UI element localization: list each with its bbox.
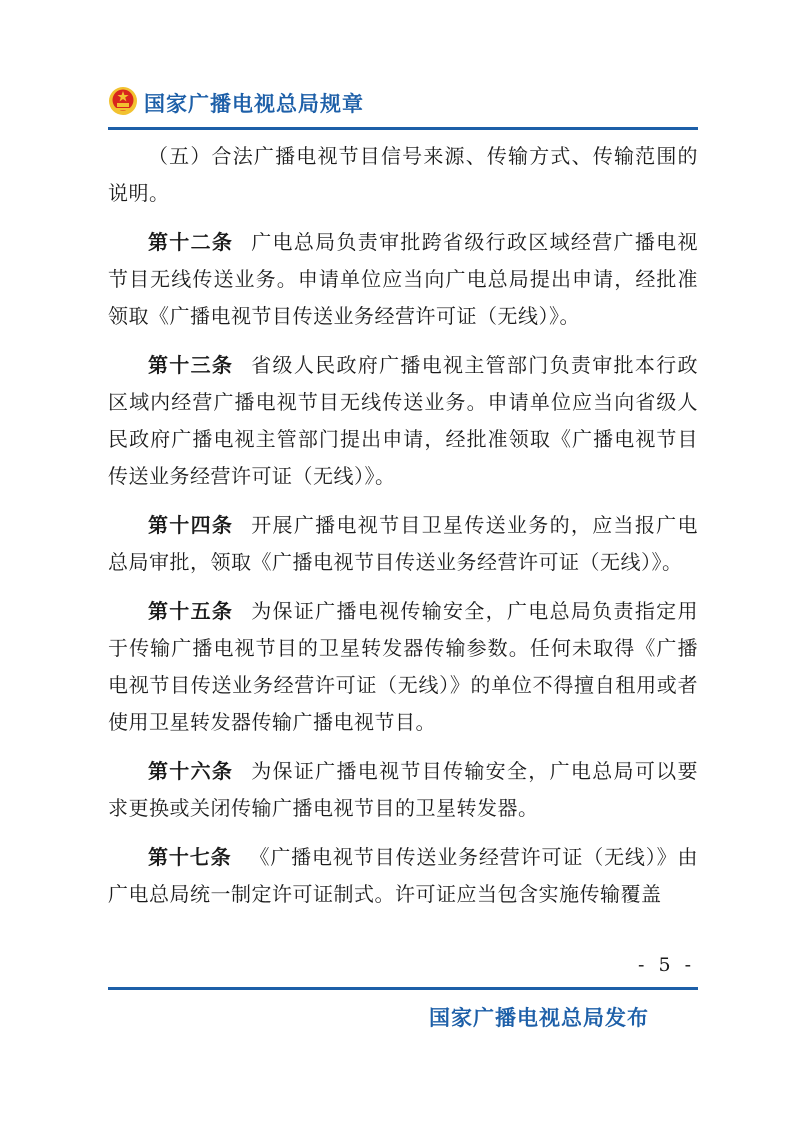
paragraph-text: 《广播电视节目传送业务经营许可证（无线）》由广电总局统一制定许可证制式。许可证应当包含实施传输覆盖: [108, 845, 699, 906]
article-number: 第十四条: [148, 513, 234, 537]
header-title: 国家广播电视总局规章: [144, 92, 364, 116]
paragraph-text: 开展广播电视节目卫星传送业务的，应当报广电总局审批，领取《广播电视节目传送业务经营许可证（无线）》。: [108, 513, 698, 574]
paragraph: [108, 138, 698, 212]
paragraph: [108, 593, 698, 741]
paragraph-text: （五）合法广播电视节目信号来源、传输方式、传输范围的说明。: [108, 144, 698, 205]
paragraph-text: 广电总局负责审批跨省级行政区域经营广播电视节目无线传送业务。申请单位应当向广电总局提出申请，经批准领取《广播电视节目传送业务经营许可证（无线）》。: [108, 230, 698, 328]
paragraph: [108, 753, 698, 827]
national-emblem-icon: [108, 86, 138, 116]
article-number: 第十三条: [148, 353, 234, 377]
paragraph: [108, 507, 698, 581]
paragraph: [108, 839, 698, 913]
article-number: 第十七条: [148, 845, 232, 869]
article-number: 第十二条: [148, 230, 234, 254]
paragraph: [108, 347, 698, 495]
footer-divider: [108, 987, 698, 990]
document-body: [108, 138, 698, 925]
article-number: 第十六条: [148, 759, 234, 783]
page-number: - 5 -: [637, 954, 695, 976]
page-header: [108, 84, 698, 124]
paragraph-text: 省级人民政府广播电视主管部门负责审批本行政区域内经营广播电视节目无线传送业务。申请单位应当向省级人民政府广播电视主管部门提出申请，经批准领取《广播电视节目传送业务经营许可证（无线）》。: [108, 353, 698, 488]
footer-publisher: 国家广播电视总局发布: [429, 1006, 649, 1030]
header-divider: [108, 127, 698, 130]
paragraph-text: 为保证广播电视传输安全，广电总局负责指定用于传输广播电视节目的卫星转发器传输参数。任何未取得《广播电视节目传送业务经营许可证（无线）》的单位不得擅自租用或者使用卫星转发器传输广播电视节目。: [108, 599, 698, 734]
article-number: 第十五条: [148, 599, 234, 623]
paragraph-text: 为保证广播电视节目传输安全，广电总局可以要求更换或关闭传输广播电视节目的卫星转发器。: [108, 759, 698, 820]
paragraph: [108, 224, 698, 335]
